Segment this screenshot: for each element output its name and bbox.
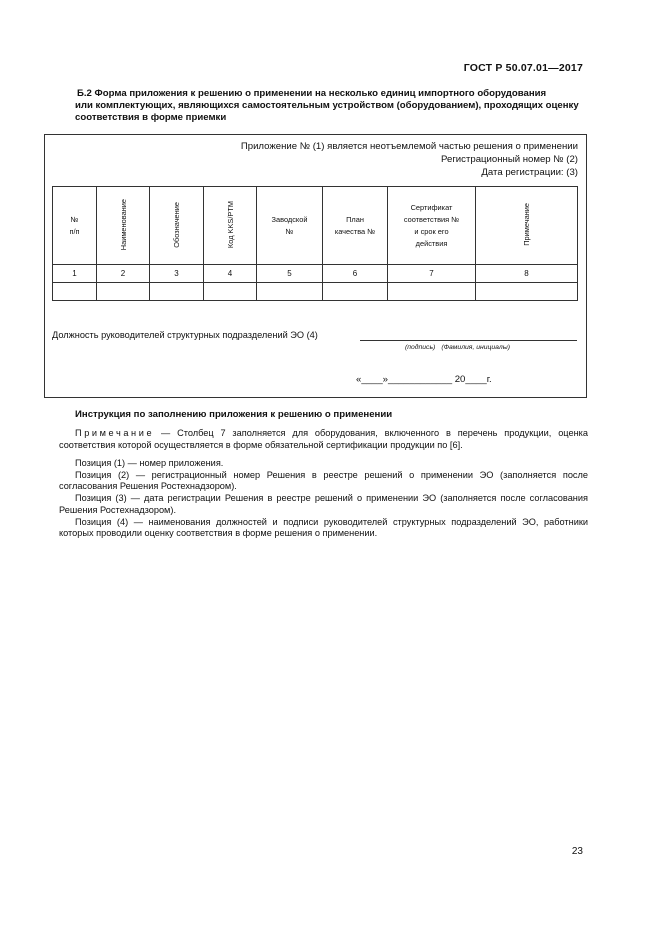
col-number-label-1: № (70, 214, 79, 224)
col-certificate-label-2: соответствия № (403, 214, 460, 224)
appendix-statement: Приложение № (1) является неотъемлемой частью решения о применении (240, 141, 578, 152)
col-quality-plan-header (323, 187, 388, 265)
table-cell (388, 283, 476, 301)
section-title (75, 88, 587, 125)
position-1: Позиция (1) — номер приложения. (75, 458, 224, 468)
appendix-header (241, 140, 578, 179)
instructions-note (59, 428, 588, 451)
col-certificate-label-1: Сертификат (410, 202, 453, 212)
col-quality-plan-label-1: План (346, 214, 364, 224)
signature-caption-name: (Фамилия, инициалы) (441, 344, 510, 351)
position-2: Позиция (2) — регистрационный номер Решения в реестре решений о применении ЭО (заполняется после согласования Решения Ростехнадзором). (59, 469, 588, 492)
column-number: 3 (150, 265, 204, 283)
section-title-line-3: соответствия в форме приемки (75, 112, 227, 124)
col-designation-header (150, 187, 204, 265)
instructions-positions (59, 458, 588, 540)
col-code-label: Код KKS/PTM (225, 200, 235, 249)
page-number: 23 (571, 846, 583, 857)
table-cell (53, 283, 97, 301)
col-certificate-label-4: действия (415, 238, 448, 248)
signature-caption (405, 344, 510, 351)
equipment-table (52, 186, 578, 301)
table-cell (97, 283, 150, 301)
col-name-label: Наименование (118, 198, 128, 251)
table-cell (476, 283, 578, 301)
col-serial-label-2: № (285, 226, 294, 236)
column-number: 4 (204, 265, 257, 283)
col-number-header (53, 187, 97, 265)
section-title-line-1: Б.2 Форма приложения к решению о применении на несколько единиц импортного оборудования (77, 88, 547, 99)
col-serial-label-1: Заводской (271, 214, 308, 224)
registration-date: Дата регистрации: (3) (481, 167, 578, 178)
table-cell (323, 283, 388, 301)
col-name-header (97, 187, 150, 265)
col-note-header (476, 187, 578, 265)
col-quality-plan-label-2: качества № (334, 226, 376, 236)
col-number-label-2: п/п (69, 226, 80, 236)
column-number: 1 (53, 265, 97, 283)
position-label: Должность руководителей структурных подразделений ЭО (4) (52, 330, 318, 340)
table-cell (204, 283, 257, 301)
column-number: 5 (257, 265, 323, 283)
position-3: Позиция (3) — дата регистрации Решения в реестре решений о применении ЭО (заполняется после согласования Решения Ростехнадзором). (59, 493, 588, 515)
table-cell (150, 283, 204, 301)
document-code: ГОСТ Р 50.07.01—2017 (463, 62, 583, 74)
col-designation-label: Обозначение (172, 201, 181, 248)
col-certificate-header (388, 187, 476, 265)
col-code-header (204, 187, 257, 265)
col-note-label: Примечание (522, 203, 531, 246)
column-number-row (53, 265, 578, 283)
note-text: — Столбец 7 заполняется для оборудования, включенного в перечень продукции, оценка соответствия которой осуществляется в форме обязательной сертификации продукции по [6]. (59, 428, 588, 450)
position-4: Позиция (4) — наименования должностей и подписи руководителей структурных подразделений ЭО, работники которых проводили оценку соответствия в форме решения о применении. (59, 516, 588, 539)
column-number: 8 (476, 265, 578, 283)
column-number: 7 (388, 265, 476, 283)
column-number: 6 (323, 265, 388, 283)
date-line: «____»____________ 20____г. (356, 374, 492, 385)
col-certificate-label-3: и срок его (414, 226, 449, 236)
table-cell (257, 283, 323, 301)
instructions-title: Инструкция по заполнению приложения к решению о применении (75, 409, 393, 420)
col-serial-header (257, 187, 323, 265)
empty-data-row (53, 283, 578, 301)
column-number: 2 (97, 265, 150, 283)
signature-caption-sign: (подпись) (405, 344, 436, 351)
signature-line (360, 340, 577, 341)
registration-number: Регистрационный номер № (2) (441, 154, 578, 165)
note-label: Примечание (75, 428, 155, 438)
table-header-row (53, 187, 578, 265)
section-title-line-2: или комплектующих, являющихся самостоятельным устройством (оборудованием), проходящих оценку (75, 100, 579, 112)
